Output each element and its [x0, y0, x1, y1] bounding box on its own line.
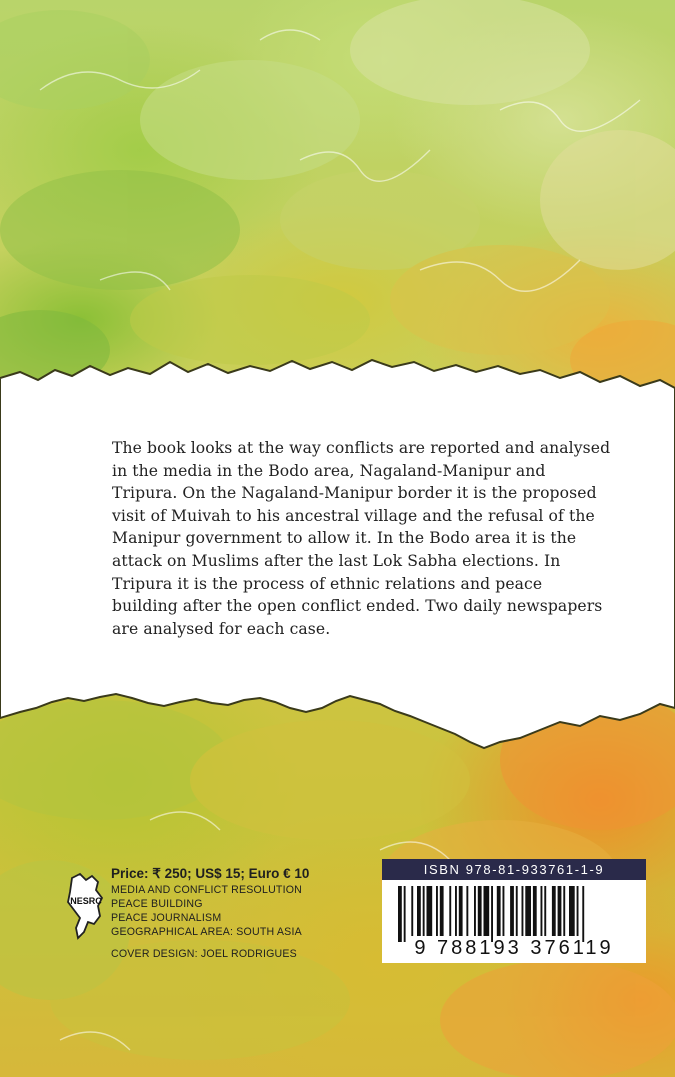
barcode-bar — [544, 886, 546, 936]
barcode-bar — [423, 886, 425, 936]
barcode-bar — [440, 886, 444, 936]
barcode-bar — [563, 886, 565, 936]
category-line: PEACE BUILDING — [111, 898, 203, 910]
isbn-barcode-block — [382, 859, 646, 963]
barcode-bar — [491, 886, 493, 942]
barcode-bar — [466, 886, 468, 936]
barcode-bar — [455, 886, 457, 936]
barcode-bar — [503, 886, 505, 936]
barcode-bar — [569, 886, 575, 936]
barcode-bar — [449, 886, 451, 936]
barcode-bar — [404, 886, 406, 942]
barcode-number: 9 788193 376119 — [414, 937, 614, 959]
barcode — [382, 880, 646, 963]
category-line: MEDIA AND CONFLICT RESOLUTION — [111, 884, 303, 896]
barcode-bar — [478, 886, 482, 936]
barcode-bar — [417, 886, 421, 936]
barcode-bar — [577, 886, 579, 936]
barcode-bar — [558, 886, 562, 936]
barcode-bar — [522, 886, 524, 936]
category-line: PEACE JOURNALISM — [111, 912, 222, 924]
barcode-bar — [552, 886, 556, 936]
barcode-bar — [497, 886, 501, 936]
book-info — [111, 865, 351, 961]
price-line: Price: ₹ 250; US$ 15; Euro € 10 — [111, 866, 310, 881]
barcode-bar — [459, 886, 463, 936]
cover-design-credit: COVER DESIGN: JOEL RODRIGUES — [111, 948, 297, 960]
barcode-bar — [525, 886, 531, 936]
barcode-bar — [510, 886, 514, 936]
publisher-logo — [62, 870, 110, 942]
barcode-bar — [427, 886, 433, 936]
barcode-bar — [484, 886, 490, 936]
barcode-bar — [474, 886, 476, 936]
barcode-bar — [516, 886, 518, 936]
barcode-bar — [398, 886, 402, 942]
publisher-logo-text: NESRC — [70, 896, 102, 906]
isbn-label: ISBN 978-81-933761-1-9 — [382, 859, 646, 880]
barcode-bar — [582, 886, 584, 942]
barcode-bar — [533, 886, 537, 936]
barcode-bar — [436, 886, 438, 936]
book-description: The book looks at the way conflicts are reported and analysed in the media in the Bodo area, Nagaland-Manipur and Tripura. On the Nagaland-Manipur border it is the proposed visit of Muivah to his ancestral village and the refusal of the Manipur government to allow it. In the Bodo area it is the attack on Muslims after the last Lok Sabha elections. In Tripura it is the process of ethnic relations and peace building after the open conflict ended. Two daily newspapers are analysed for each case. — [112, 439, 611, 638]
category-line: GEOGRAPHICAL AREA: SOUTH ASIA — [111, 926, 302, 938]
barcode-bar — [411, 886, 413, 936]
barcode-bar — [541, 886, 543, 936]
